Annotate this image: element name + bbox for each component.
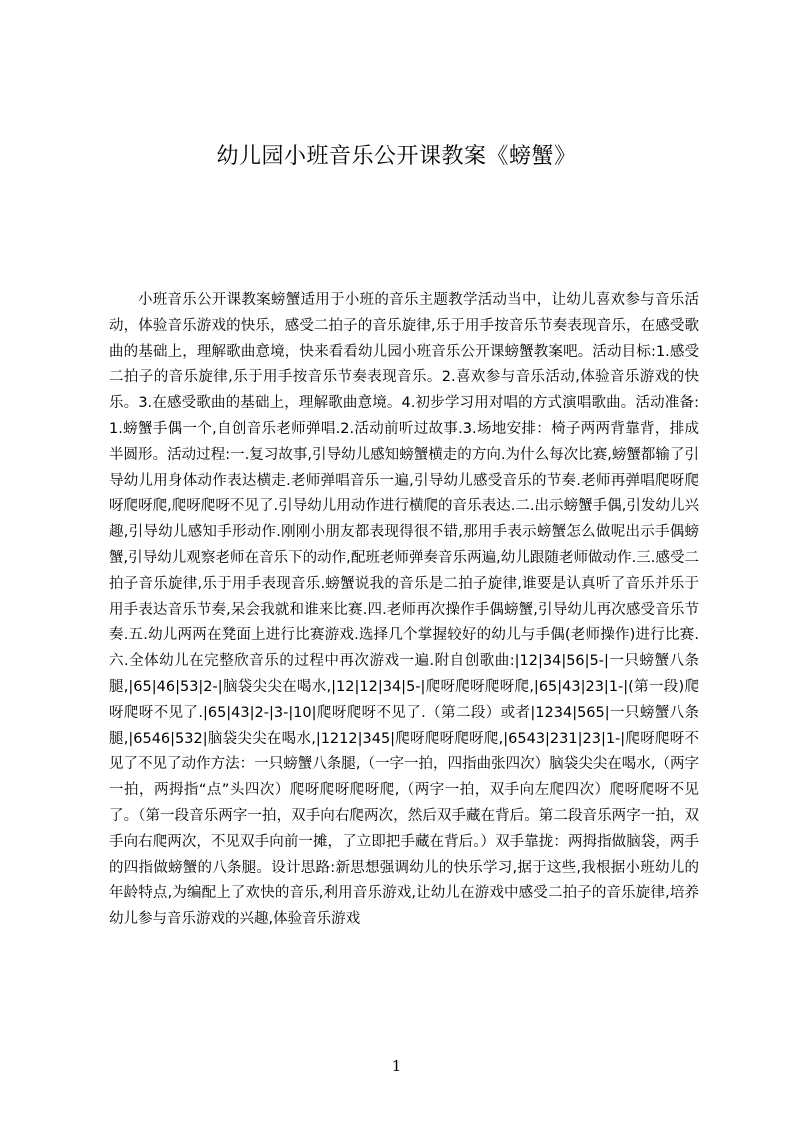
page-number: 1 bbox=[391, 1057, 402, 1075]
document-title: 幼儿园小班音乐公开课教案《螃蟹》 bbox=[216, 144, 577, 169]
body-paragraph: 小班音乐公开课教案螃蟹适用于小班的音乐主题教学活动当中，让幼儿喜欢参与音乐活动，体验音乐游戏的快乐，感受二拍子的音乐旋律,乐于用手按音乐节奏表现音乐，在感受歌曲的基础上，理解歌曲意境，快来看看幼儿园小班音乐公开课螃蟹教案吧。活动目标:1.感受二拍子的音乐旋律,乐于用手按音乐节奏表现音乐。2.喜欢参与音乐活动,体验音乐游戏的快乐。3.在感受歌曲的基础上，理解歌曲意境。4.初步学习用对唱的方式演唱歌曲。活动准备:1.螃蟹手偶一个,自创音乐老师弹唱.2.活动前听过故事.3.场地安排：椅子两两背靠背，排成半圆形。活动过程:一.复习故事,引导幼儿感知螃蟹横走的方向.为什么每次比赛,螃蟹都输了引导幼儿用身体动作表达横走.老师弹唱音乐一遍,引导幼儿感受音乐的节奏.老师再弹唱爬呀爬呀爬呀爬,爬呀爬呀不见了.引导幼儿用动作进行横爬的音乐表达.二.出示螃蟹手偶,引发幼儿兴趣,引导幼儿感知手形动作.刚刚小朋友都表现得很不错,那用手表示螃蟹怎么做呢出示手偶螃蟹,引导幼儿观察老师在音乐下的动作,配班老师弹奏音乐两遍,幼儿跟随老师做动作.三.感受二拍子音乐旋律,乐于用手表现音乐.螃蟹说我的音乐是二拍子旋律,谁要是认真听了音乐并乐于用手表达音乐节奏,呆会我就和谁来比赛.四.老师再次操作手偶螃蟹,引导幼儿再次感受音乐节奏.五.幼儿两两在凳面上进行比赛游戏.选择几个掌握较好的幼儿与手偶(老师操作)进行比赛.六.全体幼儿在完整欣音乐的过程中再次游戏一遍.附自创歌曲:|12|34|56|5-|一只螃蟹八条腿,|65|46|53|2-|脑袋尖尖在喝水,|12|12|34|5-|爬呀爬呀爬呀爬,|65|43|23|1-|(第一段)爬呀爬呀不见了.|65|43|2-|3-|10|爬呀爬呀不见了.（第二段）或者|1234|565|一只螃蟹八条腿,|6546|532|脑袋尖尖在喝水,|1212|345|爬呀爬呀爬呀爬,|6543|231|23|1-|爬呀爬呀不见了不见了动作方法：一只螃蟹八条腿,（一字一拍，四指曲张四次）脑袋尖尖在喝水,（两字一拍，两拇指“点”头四次）爬呀爬呀爬呀爬,（两字一拍，双手向左爬四次）爬呀爬呀不见了。（第一段音乐两字一拍，双手向右爬两次，然后双手藏在背后。第二段音乐两字一拍，双手向右爬两次，不见双手向前一摊，了立即把手藏在背后。）双手靠拢：两拇指做脑袋，两手的四指做螃蟹的八条腿。设计思路:新思想强调幼儿的快乐学习,据于这些,我根据小班幼儿的年龄特点,为编配上了欢快的音乐,利用音乐游戏,让幼儿在游戏中感受二拍子的音乐旋律,培养幼儿参与音乐游戏的兴趣,体验音乐游戏 bbox=[109, 292, 699, 928]
